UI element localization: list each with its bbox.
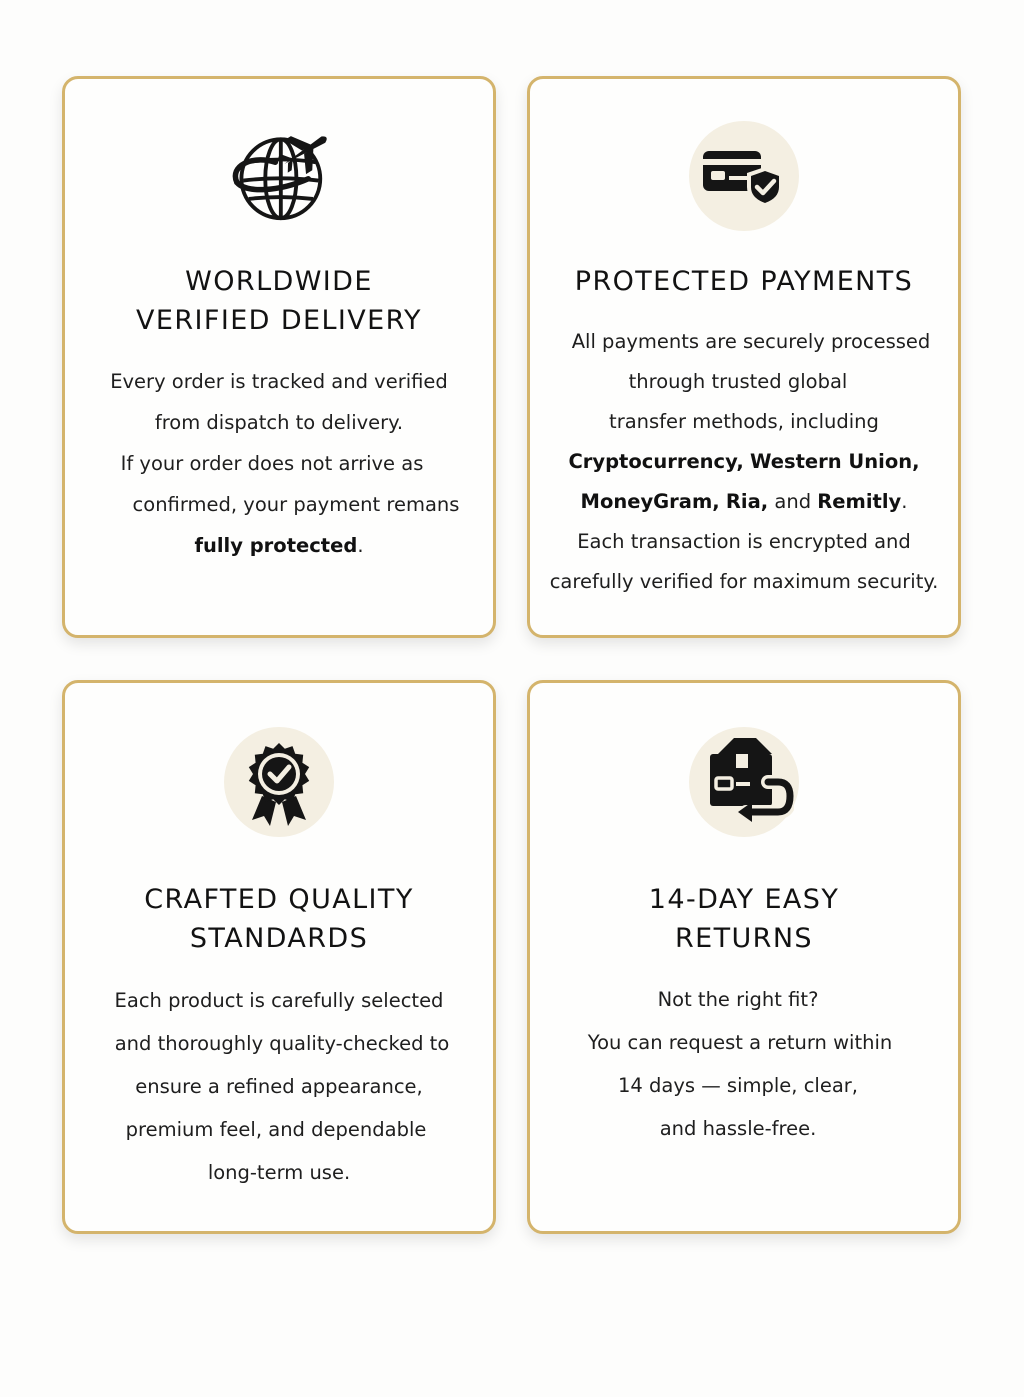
payment-method-crypto: Cryptocurrency — [568, 450, 737, 473]
body-line — [65, 525, 493, 566]
body-line: Each product is carefully selected — [114, 989, 444, 1012]
body-line: premium feel, and dependable — [125, 1118, 427, 1141]
body-line: transfer methods, including — [609, 410, 879, 433]
card-body — [65, 361, 493, 566]
box-return-arrow-icon — [689, 727, 799, 837]
title-line: RETURNS — [675, 923, 813, 954]
comma: , — [712, 490, 720, 513]
title-line: PROTECTED PAYMENTS — [574, 266, 914, 297]
payment-method-western-union: Western Union — [749, 450, 913, 473]
quality-badge-check-icon — [224, 727, 334, 837]
title-line: VERIFIED DELIVERY — [136, 305, 422, 336]
comma: , — [760, 490, 769, 513]
body-line: through trusted global — [628, 370, 848, 393]
punctuation: . — [901, 490, 908, 513]
card-title — [530, 880, 958, 958]
card-easy-returns — [527, 680, 961, 1234]
body-line: and hassle-free. — [659, 1117, 817, 1140]
body-line: confirmed, your payment remans — [132, 493, 460, 516]
payment-method-moneygram: MoneyGram — [580, 490, 713, 513]
body-line: from dispatch to delivery. — [154, 411, 404, 434]
body-line: Each transaction is encrypted and — [577, 530, 911, 553]
card-title — [65, 262, 493, 340]
payment-method-ria: Ria — [725, 490, 761, 513]
card-protected-payments — [527, 76, 961, 638]
body-line — [530, 442, 958, 482]
body-line: Every order is tracked and verified — [110, 370, 448, 393]
title-line: STANDARDS — [189, 923, 369, 954]
bold-text: fully protected — [194, 534, 358, 557]
comma: , — [912, 450, 920, 473]
title-line: 14-DAY EASY — [648, 884, 840, 915]
body-line: 14 days — simple, clear, — [618, 1074, 858, 1097]
body-line: carefully verified for maximum security. — [549, 570, 939, 593]
card-quality-standards — [62, 680, 496, 1234]
body-line: and thoroughly quality-checked to — [114, 1032, 450, 1055]
comma: , — [736, 450, 744, 473]
body-line: ensure a refined appearance, — [135, 1075, 423, 1098]
card-body — [530, 978, 958, 1150]
body-line: You can request a return within — [587, 1031, 893, 1054]
card-title — [530, 262, 958, 301]
payment-method-remitly: Remitly — [817, 490, 902, 513]
title-line: CRAFTED QUALITY — [144, 884, 414, 915]
conjunction: and — [774, 490, 812, 513]
card-shield-icon — [689, 121, 799, 231]
body-line: long-term use. — [207, 1161, 351, 1184]
body-line: Not the right fit? — [657, 988, 819, 1011]
card-worldwide-delivery — [62, 76, 496, 638]
card-body — [530, 322, 958, 602]
body-line: If your order does not arrive as — [120, 452, 424, 475]
body-line — [530, 482, 958, 522]
body-line: All payments are securely processed — [571, 330, 931, 353]
punctuation: . — [357, 534, 364, 557]
title-line: WORLDWIDE — [185, 266, 373, 297]
card-body — [65, 979, 493, 1194]
card-title — [65, 880, 493, 958]
globe-airplane-icon — [224, 121, 334, 231]
